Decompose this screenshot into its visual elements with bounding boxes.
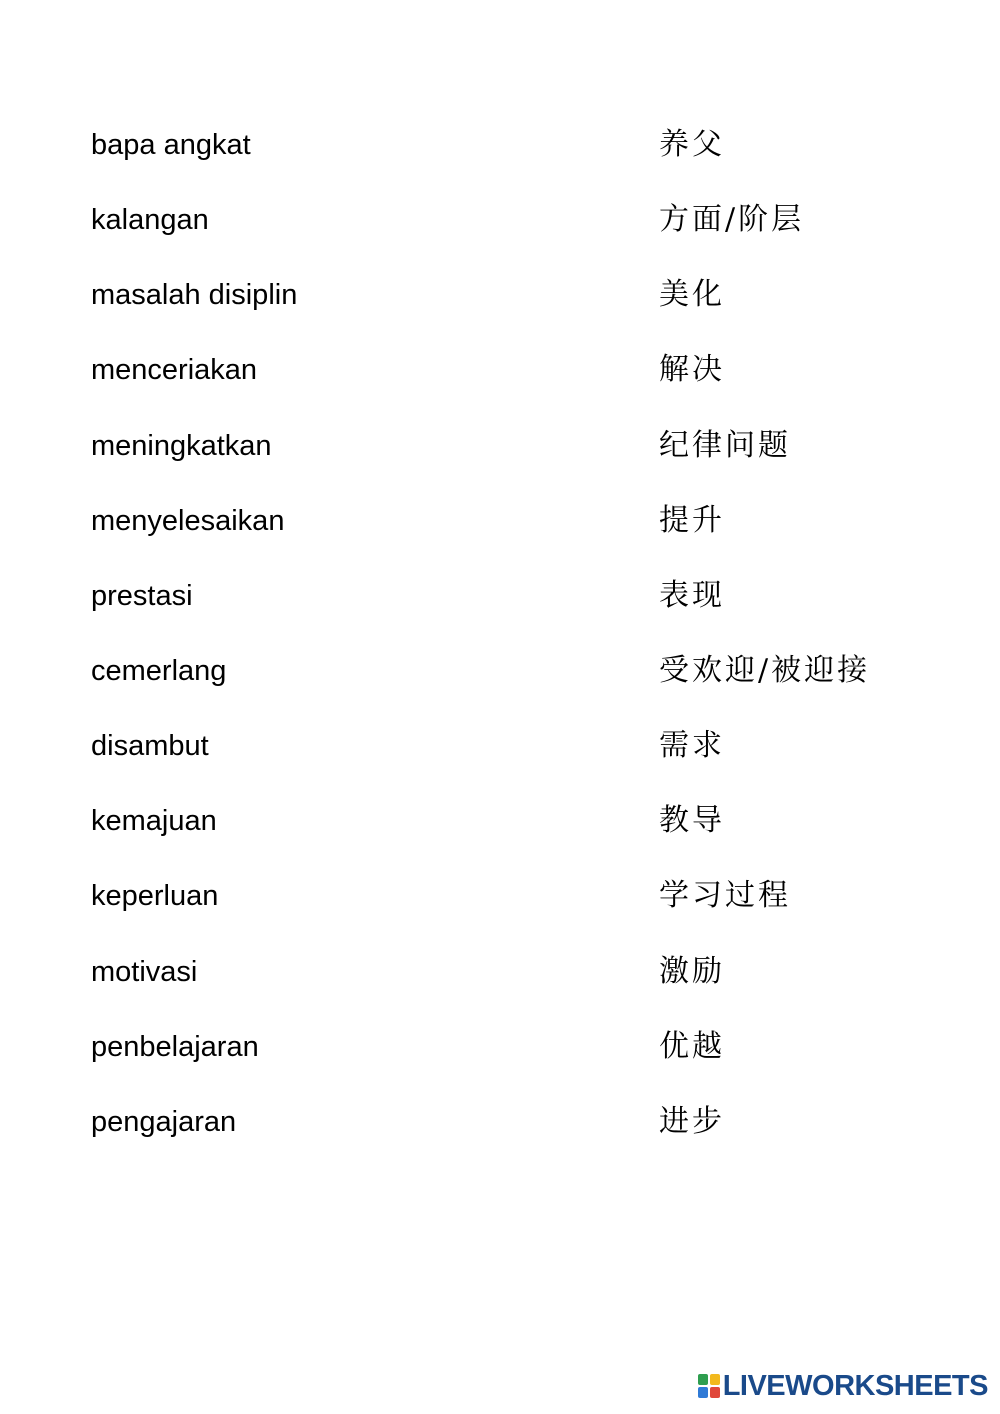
malay-word: menceriakan [91,354,258,387]
list-item [91,723,971,798]
chinese-meaning: 受欢迎/被迎接 [659,652,871,688]
chinese-meaning: 提升 [659,502,725,538]
brand-logo-text: LIVEWORKSHEETS [722,1370,988,1402]
malay-word: motivasi [91,955,198,988]
chinese-meaning: 优越 [659,1028,725,1064]
list-item [91,1099,971,1174]
list-item [91,873,971,948]
list-item [91,272,971,347]
logo-square-icon [698,1387,708,1398]
chinese-meaning: 学习过程 [659,878,791,914]
list-item [91,423,971,498]
malay-word: cemerlang [91,654,227,687]
chinese-meaning: 方面/阶层 [659,202,805,238]
list-item [91,498,971,573]
malay-word: prestasi [91,579,193,612]
list-item [91,648,971,723]
chinese-meaning: 需求 [659,728,725,764]
malay-word: pengajaran [91,1105,237,1138]
list-item [91,197,971,272]
chinese-meaning: 表现 [659,577,725,613]
chinese-meaning: 激励 [659,953,725,989]
chinese-meaning: 教导 [659,803,725,839]
malay-word: disambut [91,730,209,763]
liveworksheets-logo-icon [698,1374,720,1398]
list-item [91,573,971,648]
logo-square-icon [710,1387,720,1398]
chinese-meaning: 解决 [659,352,725,388]
chinese-meaning: 进步 [659,1103,725,1139]
chinese-meaning: 养父 [659,127,725,162]
logo-square-icon [710,1374,720,1385]
liveworksheets-brand[interactable] [698,1370,988,1402]
malay-word: kemajuan [91,805,217,838]
malay-word: meningkatkan [91,429,272,462]
chinese-meaning: 纪律问题 [659,427,791,463]
vocabulary-list [91,122,971,1174]
list-item [91,1024,971,1099]
logo-square-icon [698,1374,708,1385]
list-item [91,122,971,197]
malay-word: bapa angkat [91,129,251,161]
malay-word: kalangan [91,204,209,237]
list-item [91,798,971,873]
malay-word: menyelesaikan [91,504,285,537]
malay-word: masalah disiplin [91,279,298,312]
malay-word: penbelajaran [91,1030,259,1063]
malay-word: keperluan [91,880,219,913]
chinese-meaning: 美化 [659,277,725,313]
list-item [91,347,971,422]
list-item [91,949,971,1024]
